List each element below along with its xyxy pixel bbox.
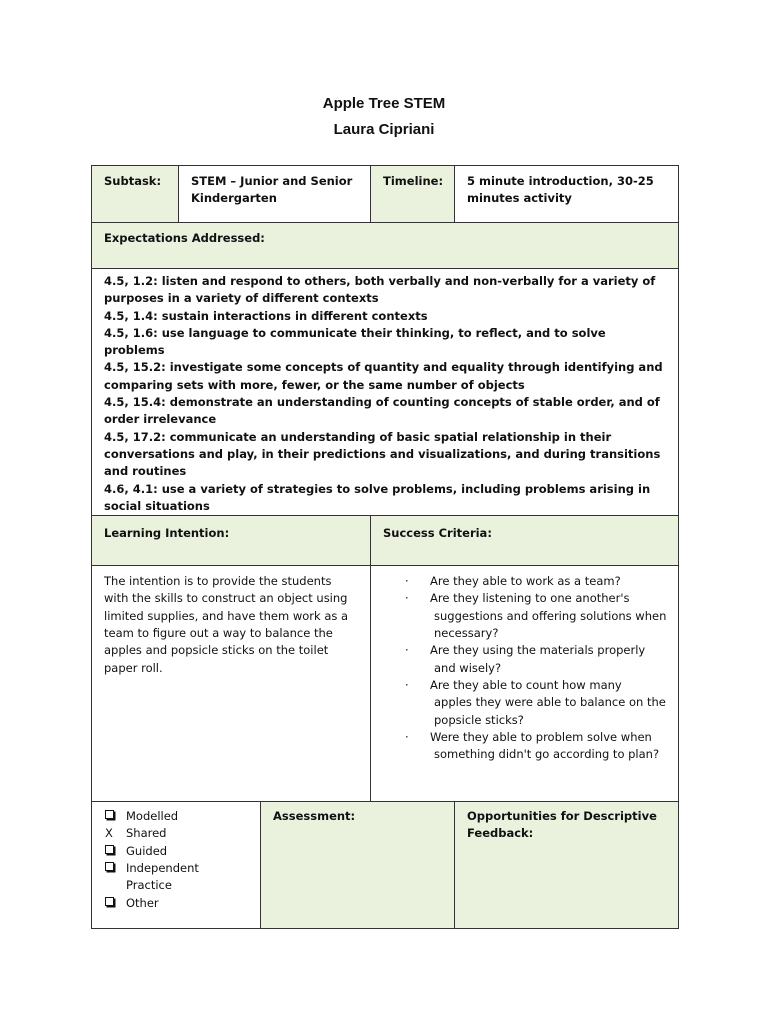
learning-intention-text: The intention is to provide the students with the skills to construct an object using limited supplies, and have them work as a team to figure out a way to balance the apples and popsicle sticks on the toilet paper roll. bbox=[104, 574, 349, 675]
success-criteria-cell bbox=[371, 566, 679, 802]
assessment-cell bbox=[261, 802, 455, 929]
expectation-item: 4.5, 1.2: listen and respond to others, both verbally and non-verbally for a variety of purposes in a variety of different contexts bbox=[104, 274, 656, 306]
timeline-value: 5 minute introduction, 30-25 minutes activity bbox=[467, 174, 654, 206]
checkbox-icon bbox=[102, 860, 116, 877]
success-criteria-label: Success Criteria: bbox=[383, 526, 492, 541]
subtask-value: STEM – Junior and Senior Kindergarten bbox=[191, 174, 353, 206]
instruction-types-cell bbox=[92, 802, 261, 929]
instruction-type-guided: Guided bbox=[102, 843, 250, 860]
expectation-item: 4.5, 15.4: demonstrate an understanding of counting concepts of stable order, and of order irrelevance bbox=[104, 395, 660, 427]
expectation-item: 4.5, 15.2: investigate some concepts of quantity and equality through identifying and comparing sets with more, fewer, or the same number of objects bbox=[104, 360, 663, 392]
success-criteria-label-cell bbox=[371, 516, 679, 566]
instruction-types-list bbox=[102, 808, 250, 912]
subtask-row bbox=[92, 166, 679, 223]
lesson-plan-table bbox=[91, 165, 679, 929]
timeline-value-cell bbox=[455, 166, 679, 223]
expectations-label: Expectations Addressed: bbox=[104, 231, 265, 245]
instruction-assessment-row bbox=[92, 802, 679, 929]
subtask-value-cell bbox=[179, 166, 371, 223]
bullet-icon: · bbox=[405, 591, 409, 606]
learning-intention-label: Learning Intention: bbox=[104, 526, 230, 541]
expectation-item: 4.5, 1.4: sustain interactions in different contexts bbox=[104, 308, 428, 323]
expectation-item: 4.5, 1.6: use language to communicate their thinking, to reflect, and to solve problems bbox=[104, 325, 606, 358]
x-mark-icon: X bbox=[105, 826, 113, 841]
bullet-icon: · bbox=[405, 677, 409, 692]
success-criterion: · Are they able to count how many apples they were able to balance on the popsicle sticks? bbox=[405, 677, 666, 727]
expectation-item: 4.5, 17.2: communicate an understanding of basic spatial relationship in their conversations and play, in their predictions and visualizations, and during transitions and routines bbox=[104, 429, 661, 479]
timeline-label-cell bbox=[371, 166, 455, 223]
expectations-row bbox=[92, 269, 679, 516]
bullet-icon: · bbox=[405, 643, 409, 658]
intention-criteria-row bbox=[92, 566, 679, 802]
intention-criteria-header-row bbox=[92, 516, 679, 566]
success-criterion: · Are they listening to one another's suggestions and offering solutions when necessary? bbox=[405, 591, 667, 641]
expectations-label-cell bbox=[92, 223, 679, 269]
success-criteria-list bbox=[405, 573, 668, 763]
instruction-type-modelled: Modelled bbox=[102, 808, 250, 825]
document-title: Apple Tree STEM bbox=[322, 95, 446, 112]
success-criterion: · Are they able to work as a team? bbox=[405, 573, 668, 590]
instruction-type-independent: Independent Practice bbox=[102, 860, 250, 895]
assessment-label: Assessment: bbox=[273, 809, 356, 824]
feedback-label: Opportunities for Descriptive Feedback: bbox=[467, 809, 657, 841]
instruction-type-shared: X Shared bbox=[102, 825, 250, 842]
instruction-type-other: Other bbox=[102, 895, 250, 912]
checkbox-icon bbox=[102, 895, 116, 912]
success-criterion: · Are they using the materials properly and wisely? bbox=[405, 643, 646, 675]
learning-intention-label-cell bbox=[92, 516, 371, 566]
checkbox-icon bbox=[102, 808, 116, 825]
learning-intention-cell bbox=[92, 566, 371, 802]
subtask-label-cell bbox=[92, 166, 179, 223]
subtask-label: Subtask: bbox=[104, 174, 162, 188]
feedback-cell bbox=[455, 802, 679, 929]
expectations-header-row bbox=[92, 223, 679, 269]
timeline-label: Timeline: bbox=[383, 174, 444, 188]
expectations-list bbox=[92, 269, 679, 516]
bullet-icon: · bbox=[405, 729, 409, 744]
success-criterion: · Were they able to problem solve when something didn't go according to plan? bbox=[405, 729, 660, 762]
checkbox-icon bbox=[102, 843, 116, 860]
author-name: Laura Cipriani bbox=[333, 121, 435, 138]
expectation-item: 4.6, 4.1: use a variety of strategies to solve problems, including problems arising in social situations bbox=[104, 481, 651, 513]
bullet-icon: · bbox=[405, 574, 409, 589]
